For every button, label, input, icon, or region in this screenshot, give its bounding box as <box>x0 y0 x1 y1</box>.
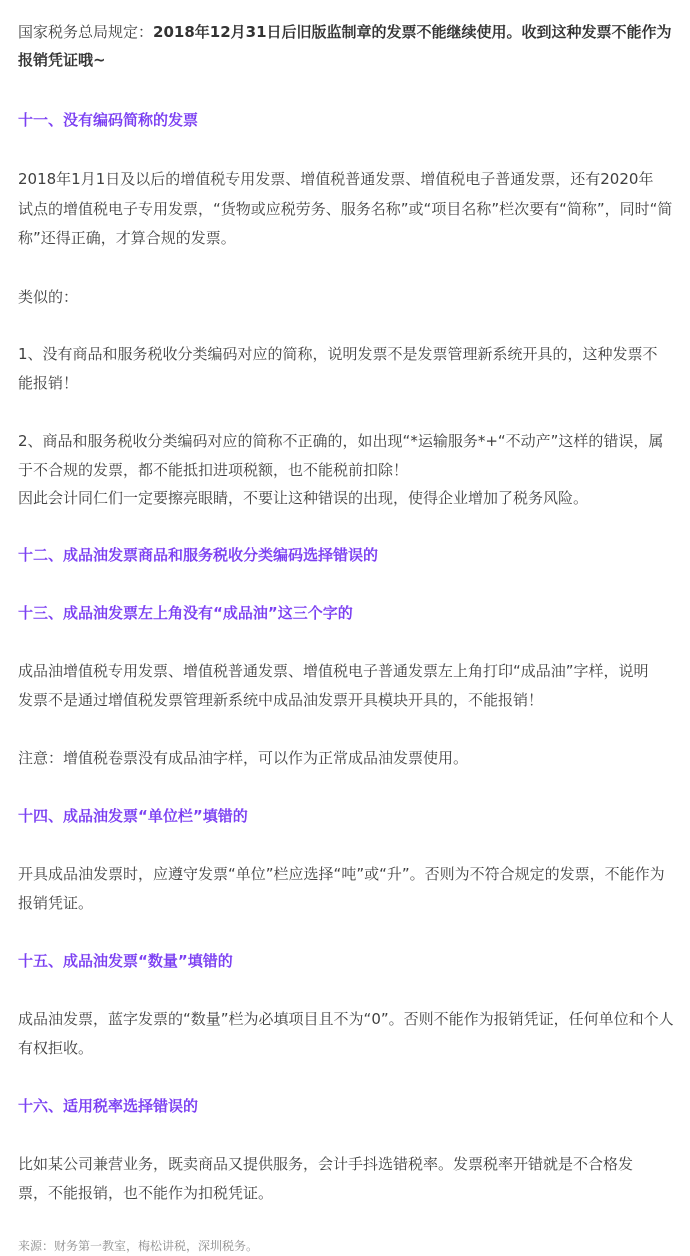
item-2-line: 因此会计同仁们一定要擦亮眼睛，不要让这种错误的出现，使得企业增加了税务风险。 <box>18 489 589 507</box>
intro-line-1 <box>18 22 672 42</box>
section-16-para-line: 比如某公司兼营业务，既卖商品又提供服务，会计手抖选错税率。发票税率开错就是不合格发 <box>18 1155 634 1173</box>
section-14-heading: 十四、成品油发票“单位栏”填错的 <box>18 807 248 825</box>
section-15-heading: 十五、成品油发票“数量”填错的 <box>18 952 233 970</box>
section-14-para-line: 开具成品油发票时，应遵守发票“单位”栏应选择“吨”或“升”。否则为不符合规定的发票，不能作为 <box>18 865 665 883</box>
section-15-para-line: 成品油发票，蓝字发票的“数量”栏为必填项目且不为“0”。否则不能作为报销凭证，任何单位和个人 <box>18 1010 674 1028</box>
section-11-para-line: 2018年1月1日及以后的增值税专用发票、增值税普通发票、增值税电子普通发票，还有2020年 <box>18 170 654 188</box>
source-credit: 来源：财务第一教室，梅松讲税，深圳税务。 <box>18 1239 259 1253</box>
intro-bold-line-1: 2018年12月31日后旧版监制章的发票不能继续使用。收到这种发票不能作为 <box>153 23 672 41</box>
section-13-heading: 十三、成品油发票左上角没有“成品油”这三个字的 <box>18 604 353 622</box>
section-16-para-line: 票，不能报销，也不能作为扣税凭证。 <box>18 1184 274 1202</box>
intro-prefix: 国家税务总局规定： <box>18 23 154 41</box>
item-2-line: 2、商品和服务税收分类编码对应的简称不正确的，如出现“*运输服务*+“不动产”这样的错误，属 <box>18 432 664 450</box>
section-16-heading: 十六、适用税率选择错误的 <box>18 1097 199 1115</box>
section-11-para-line: 称”还得正确，才算合规的发票。 <box>18 229 236 247</box>
section-13-para-line: 发票不是通过增值税发票管理新系统中成品油发票开具模块开具的，不能报销！ <box>18 691 544 709</box>
section-15-para-line: 有权拒收。 <box>18 1039 94 1057</box>
section-13-note: 注意：增值税卷票没有成品油字样，可以作为正常成品油发票使用。 <box>18 749 469 767</box>
section-13-para-line: 成品油增值税专用发票、增值税普通发票、增值税电子普通发票左上角打印“成品油”字样，说明 <box>18 662 649 680</box>
similar-label: 类似的： <box>18 288 79 306</box>
section-14-para-line: 报销凭证。 <box>18 894 94 912</box>
section-11-heading: 十一、没有编码简称的发票 <box>18 111 199 129</box>
section-11-para-line: 试点的增值税电子专用发票，“货物或应税劳务、服务名称”或“项目名称”栏次要有“简称”，同时“简 <box>18 200 673 218</box>
section-12-heading: 十二、成品油发票商品和服务税收分类编码选择错误的 <box>18 546 379 564</box>
item-1-line: 1、没有商品和服务税收分类编码对应的简称，说明发票不是发票管理新系统开具的，这种发票不 <box>18 345 658 363</box>
intro-bold-line-2: 报销凭证哦~ <box>18 51 106 69</box>
item-2-line: 于不合规的发票，都不能抵扣进项税额，也不能税前扣除！ <box>18 461 409 479</box>
item-1-line: 能报销！ <box>18 374 79 392</box>
